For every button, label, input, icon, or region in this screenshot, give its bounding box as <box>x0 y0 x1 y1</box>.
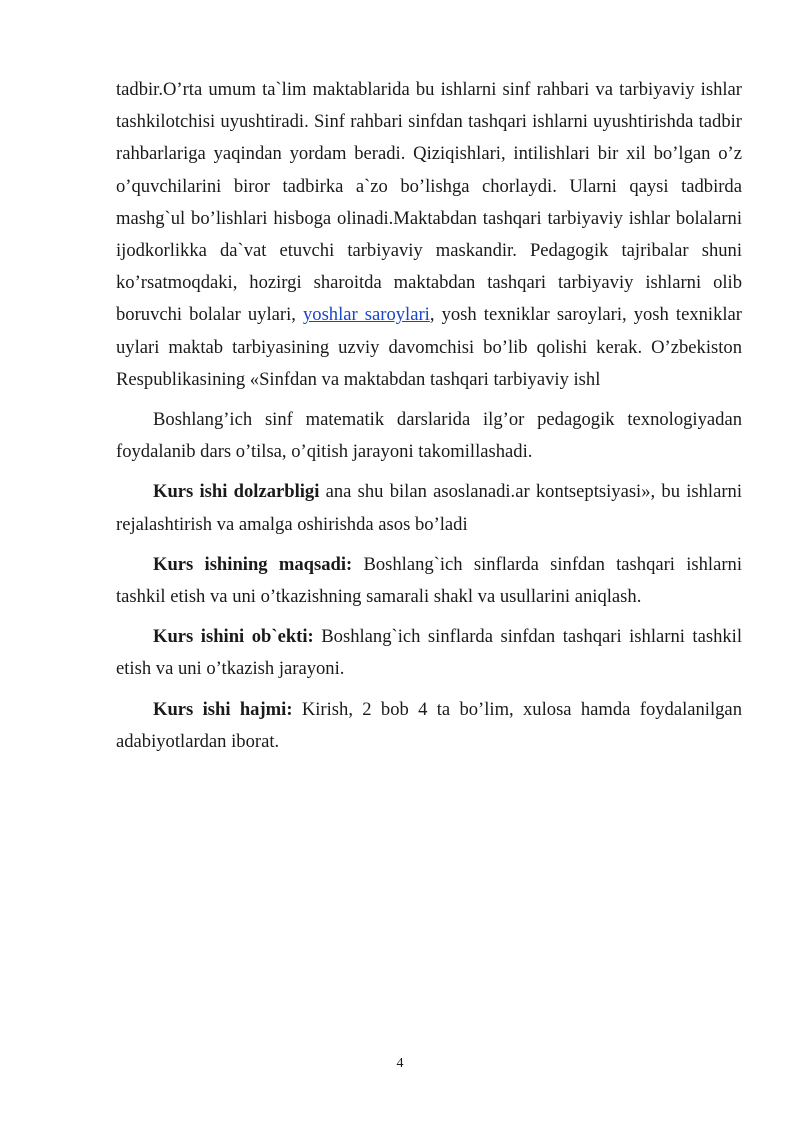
paragraph-volume <box>116 694 742 758</box>
goal-label: Kurs ishining maqsadi: <box>153 553 353 575</box>
paragraph-intro-continuation: , yosh texniklar saroylari, yosh texniklar uylari maktab tarbiyasining uzviy davomchisi bo’lib qolishi kerak. O’zbekiston Respublikasining «Sinfdan va maktabdan tashqari tarbiyaviy ishl <box>116 304 743 390</box>
paragraph-intro <box>116 74 742 396</box>
relevance-text: ana shu bilan asoslanadi.ar kontseptsiyasi», bu ishlarni rejalashtirish va amalga oshirishda asos bo’ladi <box>116 481 742 535</box>
goal-text: Boshlang`ich sinflarda sinfdan tashqari ishlarni tashkil etish va uni o’tkazishning samarali shakl va usullarini aniqlash. <box>116 553 742 608</box>
volume-text: Kirish, 2 bob 4 ta bo’lim, xulosa hamda foydalanilgan adabiyotlardan iborat. <box>116 698 742 752</box>
page-body <box>116 74 742 758</box>
page-number: 4 <box>396 1056 404 1071</box>
yoshlar-saroylari-link[interactable]: yoshlar saroylari <box>302 304 430 326</box>
relevance-label: Kurs ishi dolzarbligi <box>153 481 320 503</box>
paragraph-math-lessons <box>116 404 742 468</box>
object-text: Boshlang`ich sinflarda sinfdan tashqari ishlarni tashkil etish va uni o’tkazish jarayoni. <box>116 626 743 680</box>
paragraph-relevance <box>116 476 742 540</box>
object-label: Kurs ishini ob`ekti: <box>153 626 314 648</box>
paragraph-object <box>116 621 742 685</box>
volume-label: Kurs ishi hajmi: <box>153 698 293 720</box>
paragraph-math-lessons-text: Boshlang’ich sinf matematik darslarida ilg’or pedagogik texnologiyadan foydalanib dars o’tilsa, o’qitish jarayoni takomillashadi. <box>116 409 742 463</box>
paragraph-intro-text: tadbir.O’rta umum ta`lim maktablarida bu ishlarni sinf rahbari va tarbiyaviy ishlar tashkilotchisi uyushtiradi. Sinf rahbari sinfdan tashqari ishlarni uyushtirishda tadbir rahbarlariga yaqindan yordam beradi. Qiziqishlari, intilishlari bir xil bo’lgan o’z o’quvchilarini biror tadbirka a`zo bo’lishga chorlaydi. Ularni qaysi tadbirda mashg`ul bo’lishlari hisboga olinadi.Maktabdan tashqari tarbiyaviy ishlar bolalarni ijodkorlikka da`vat etuvchi tarbiyaviy maskandir. Pedagogik tajribalar shuni ko’rsatmoqdaki, hozirgi sharoitda maktabdan tashqari tarbiyaviy ishlarni olib boruvchi bolalar uylari, <box>116 79 742 326</box>
paragraph-goal <box>116 549 742 613</box>
